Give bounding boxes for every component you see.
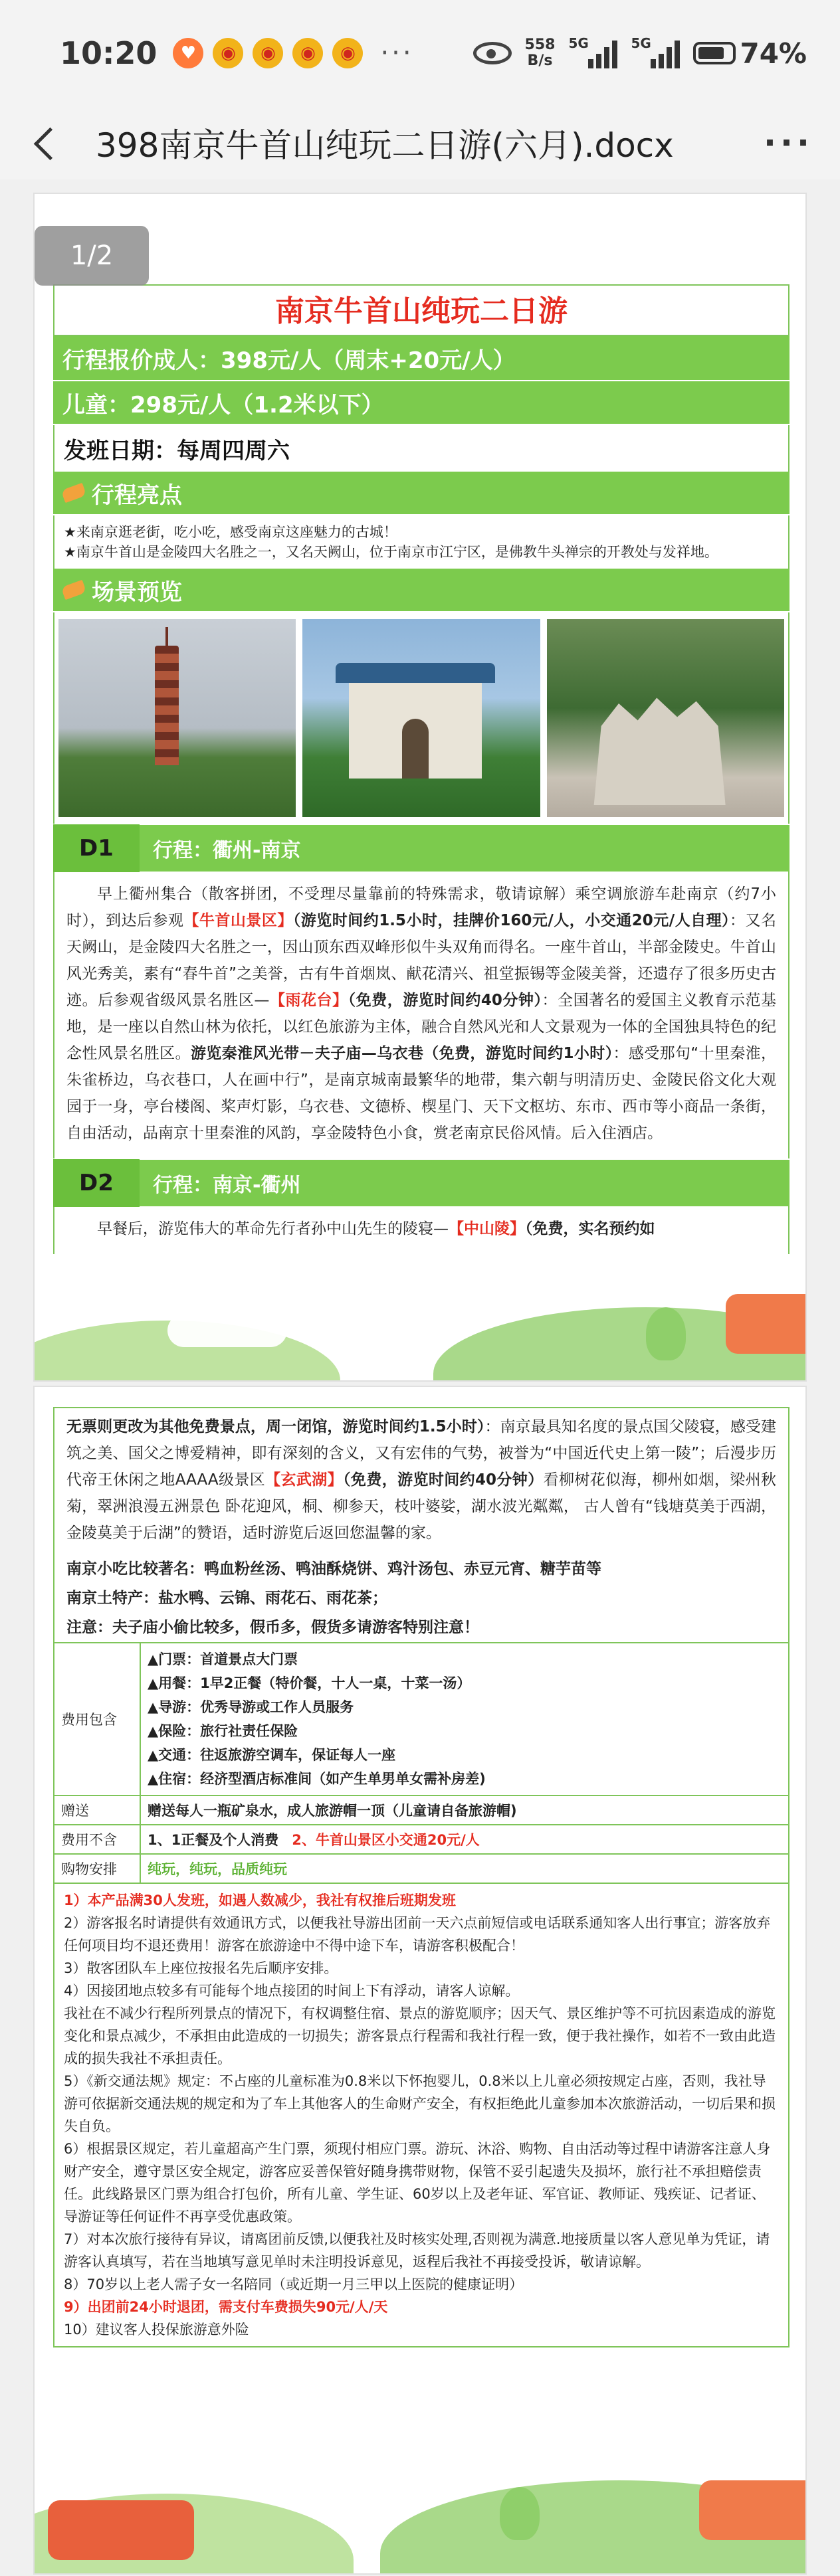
battery-percent: 74% [740, 37, 807, 70]
signal-type: 5G [631, 35, 651, 51]
include-item: ▲住宿：经济型酒店标准间（如产生单男单女需补房差) [148, 1771, 486, 1787]
document-page-2 [33, 1386, 807, 2575]
preview-heading-text: 场景预览 [92, 579, 182, 606]
xuanwu-lake-scenic-name: 【玄武湖】 [265, 1471, 344, 1489]
day2-title: 行程：南京-衢州 [153, 1174, 301, 1197]
note-item: 3）散客团队车上座位按报名先后顺序安排。 [64, 1960, 338, 1976]
exclude-item: 1、1正餐及个人消费 [148, 1832, 279, 1848]
page-indicator: 1/2 [35, 226, 149, 286]
niushoushan-scenic-name: 【牛首山景区】 [183, 912, 293, 929]
more-notifications-icon: ··· [380, 38, 414, 68]
network-speed [525, 37, 556, 69]
note-item: 2）游客报名时请提供有效通讯方式，以便我社导游出团前一天六点前短信或电话联系通知客人出行事宜；游客放弃任何项目均不退还费用！游客在旅游途中不得中途下车，请游客积极配合！ [64, 1915, 771, 1954]
highlight-item: ★南京牛首山是金陵四大名胜之一，又名天阙山，位于南京市江宁区，是佛教牛头禅宗的开教处与发祥地。 [64, 544, 718, 560]
exclude-value [140, 1825, 789, 1854]
notes-list [53, 1884, 789, 2347]
departure-date: 发班日期：每周四周六 [53, 425, 789, 472]
note-item: 4）因接团地点较多有可能每个地点接团的时间上下有浮动，请客人谅解。 [64, 1983, 520, 1999]
note-item: 我社在不减少行程所列景点的情况下，有权调整住宿、景点的游览顺序；因天气、景区维护等不可抗因素造成的游览变化和景点减少，不承担由此造成的一切损失；游客景点行程需和我社行程一致，便于我社操作，如若不一致由此造成的损失我社不承担责任。 [64, 2005, 776, 2067]
zhongshanling-scenic-name: 【中山陵】 [449, 1220, 525, 1238]
highlight-item: ★来南京逛老街，吃小吃，感受南京这座魅力的古城！ [64, 524, 397, 540]
yuhuatai-scenic-name: 【雨花台】 [269, 992, 348, 1009]
more-options-icon[interactable]: ··· [764, 124, 813, 162]
include-item: ▲用餐：1早2正餐（特价餐，十人一桌，十菜一汤） [148, 1675, 471, 1691]
day1-description [53, 872, 789, 1158]
back-arrow-icon[interactable] [27, 123, 66, 163]
heart-app-icon: ♥ [173, 38, 203, 68]
include-label: 费用包含 [54, 1643, 140, 1795]
adult-price: 行程报价成人：398元/人（周末+20元/人） [53, 336, 789, 381]
table-row [54, 1854, 789, 1883]
yuhuatai-ticket-info: （免费，游览时间约40分钟） [348, 992, 542, 1009]
fee-table [53, 1642, 789, 1884]
eye-comfort-icon [473, 42, 512, 64]
doc-heading: 南京牛首山纯玩二日游 [53, 284, 789, 336]
highlights-heading-text: 行程亮点 [92, 482, 182, 509]
day2-continued [53, 1407, 789, 1554]
day2-description [53, 1206, 789, 1254]
document-viewer[interactable] [0, 179, 840, 2576]
day1-text: ：又名天阙山，是金陵四大名胜之一，因山顶东西双峰形似牛头双角而得名。一座牛首山，半部金陵史。牛首山风光秀美，素有“春牛首”之美誉，古有牛首烟岚、献花清兴、祖堂振锡等金陵美誉，还遗存了很多历史古迹。后参观省级风景名胜区— [66, 912, 777, 1009]
highlights-heading [53, 472, 789, 515]
note-item: 6）根据景区规定，若儿童超高产生门票，须现付相应门票。游玩、沐浴、购物、自由活动等过程中请游客注意人身财产安全，遵守景区安全规定，游客应妥善保管好随身携带财物，保管不妥引起遗失及损坏，旅行社不承担赔偿责任。此线路景区门票为组合打包价，所有儿童、学生证、60岁以上及老年证、军官证、教师证、残疾证、记者证、导游证等任何证件不再享受优惠政策。 [64, 2141, 771, 2225]
highlights-list [53, 515, 789, 569]
child-price: 儿童：298元/人（1.2米以下） [53, 381, 789, 425]
exclude-item: 2、牛首山景区小交通20元/人 [292, 1832, 480, 1848]
table-row [54, 1825, 789, 1854]
note-item: 8）70岁以上老人需子女一名陪同（或近期一月三甲以上医院的健康证明） [64, 2276, 524, 2292]
specialty-line: 南京土特产：盐水鸭、云锦、雨花石、雨花茶； [53, 1584, 789, 1613]
table-row [54, 1643, 789, 1795]
zhongshanling-ticket-info: （免费，实名预约如 [525, 1220, 655, 1238]
page-footer-illustration [35, 2427, 807, 2573]
weibo-icon: ◉ [332, 38, 363, 68]
monument-statue-photo [547, 619, 784, 817]
notification-icons [173, 38, 363, 68]
signal-type: 5G [568, 35, 589, 51]
day1-title: 行程：衢州-南京 [153, 839, 301, 862]
battery-icon [693, 42, 736, 64]
include-item: ▲交通：往返旅游空调车，保证每人一座 [148, 1747, 396, 1763]
preview-photos [53, 612, 789, 824]
qinhuai-tour-info: 游览秦淮风光带－夫子庙—乌衣巷（免费，游览时间约1小时） [190, 1045, 613, 1062]
note-item: 10）建议客人投保旅游意外险 [64, 2322, 249, 2338]
exclude-label: 费用不含 [54, 1825, 140, 1854]
note-item: 5）《新交通法规》规定：不占座的儿童标准为0.8米以下怀抱婴儿，0.8米以上儿童必须按规定占座，否则，我社导游可依据新交通法规的规定和为了车上其他客人的生命财产安全，有权拒绝此儿童参加本次旅游活动，一切后果和损失自负。 [64, 2073, 776, 2134]
shopping-value: 纯玩，纯玩，品质纯玩 [140, 1854, 789, 1883]
title-bar [0, 106, 840, 179]
include-item: ▲保险：旅行社责任保险 [148, 1723, 298, 1739]
leaf-icon [61, 483, 87, 503]
snacks-line: 南京小吃比较著名：鸭血粉丝汤、鸭油酥烧饼、鸡汁汤包、赤豆元宵、糖芋苗等 [53, 1554, 789, 1584]
weibo-icon: ◉ [292, 38, 323, 68]
day2-code: D2 [53, 1159, 140, 1207]
day1-text: 早上衢州集合（散客拼团，不受理尽量靠前的特殊需求，敬请谅解）乘空调旅游车赴南京（约7小时），到达后参观 [66, 885, 776, 929]
include-list [140, 1643, 789, 1795]
include-item: ▲门票：首道景点大门票 [148, 1651, 298, 1667]
preview-heading [53, 569, 789, 612]
battery-indicator [693, 37, 807, 70]
day2-header [53, 1158, 789, 1206]
network-speed-value: 558 [524, 37, 556, 53]
document-title: 398南京牛首山纯玩二日游(六月).docx [96, 126, 674, 165]
day2-text: ：南京最具知名度的景点国父陵寝，感受建筑之美、国父之博爱精神，即有深刻的含义，又有宏伟的气势，被誉为“中国近代史上第一陵”；后漫步历代帝王休闲之地AAAA级景区 [66, 1418, 777, 1489]
document-page-1 [33, 193, 807, 1382]
day1-text: ：全国著名的爱国主义教育示范基地，是一座以自然山林为依托，以红色旅游为主体，融合自然风光和人文景观为一体的全国独具特色的纪念性风景名胜区。 [66, 992, 777, 1062]
day2-text: 看柳树花似海，柳州如烟，梁州秋菊，翠洲浪漫五洲景色 卧花迎风，桐、柳参天，枝叶婆娑，湖水波光粼粼， 古人曾有“钱塘莫美于西湖，金陵莫美于后湖”的赞语，适时游览后返回您温馨的家。 [66, 1471, 777, 1542]
status-bar [0, 0, 840, 106]
status-time: 10:20 [60, 35, 158, 71]
network-speed-unit: B/s [527, 52, 553, 69]
niushoushan-ticket-info: （游览时间约1.5小时，挂牌价160元/人，小交通20元/人自理） [292, 912, 730, 929]
note-item: 7）对本次旅行接待有异议，请离团前反馈,以便我社及时核实处理,否则视为满意.地接质量以客人意见单为凭证，请游客认真填写，若在当地填写意见单时未注明投诉意见，返程后我社不再接受投诉，敬请谅解。 [64, 2231, 770, 2270]
memorial-gate-photo [302, 619, 540, 817]
gift-label: 赠送 [54, 1795, 140, 1825]
include-item: ▲导游：优秀导游或工作人员服务 [148, 1699, 354, 1715]
signal-icon [568, 35, 617, 68]
day1-header [53, 824, 789, 872]
note-item: 9）出团前24小时退团，需支付车费损失90元/人/天 [64, 2299, 388, 2315]
weibo-icon: ◉ [253, 38, 283, 68]
leaf-icon [61, 580, 87, 600]
xuanwu-lake-ticket-info: （免费，游览时间约40分钟） [343, 1471, 544, 1489]
signal-icon [631, 35, 680, 68]
day2-text: 早餐后，游览伟大的革命先行者孙中山先生的陵寝— [97, 1220, 449, 1238]
day1-text: ：感受那句“十里秦淮，朱雀桥边，乌衣巷口，人在画中行”，是南京城南最繁华的地带，集六朝与明清历史、金陵民俗文化大观园于一身，亭台楼阁、桨声灯影，乌衣巷、文德桥、楔星门、天下文枢坊、东市、西市等小商品一条街，自由活动，品南京十里秦淮的风韵，享金陵特色小食，赏老南京民俗风情。后入住酒店。 [66, 1045, 777, 1142]
note-item: 1）本产品满30人发班，如遇人数减少，我社有权推后班期发班 [64, 1892, 456, 1908]
caution-line: 注意：夫子庙小偷比较多，假币多，假货多请游客特别注意！ [53, 1613, 789, 1642]
table-row [54, 1795, 789, 1825]
zhongshanling-ticket-info: 无票则更改为其他免费景点，周一闭馆，游览时间约1.5小时） [66, 1418, 485, 1435]
page-footer-illustration [35, 1267, 807, 1380]
pagoda-photo [58, 619, 296, 817]
gift-value: 赠送每人一瓶矿泉水，成人旅游帽一顶（儿童请自备旅游帽) [140, 1795, 789, 1825]
shopping-label: 购物安排 [54, 1854, 140, 1883]
weibo-icon: ◉ [213, 38, 243, 68]
day1-code: D1 [53, 824, 140, 872]
